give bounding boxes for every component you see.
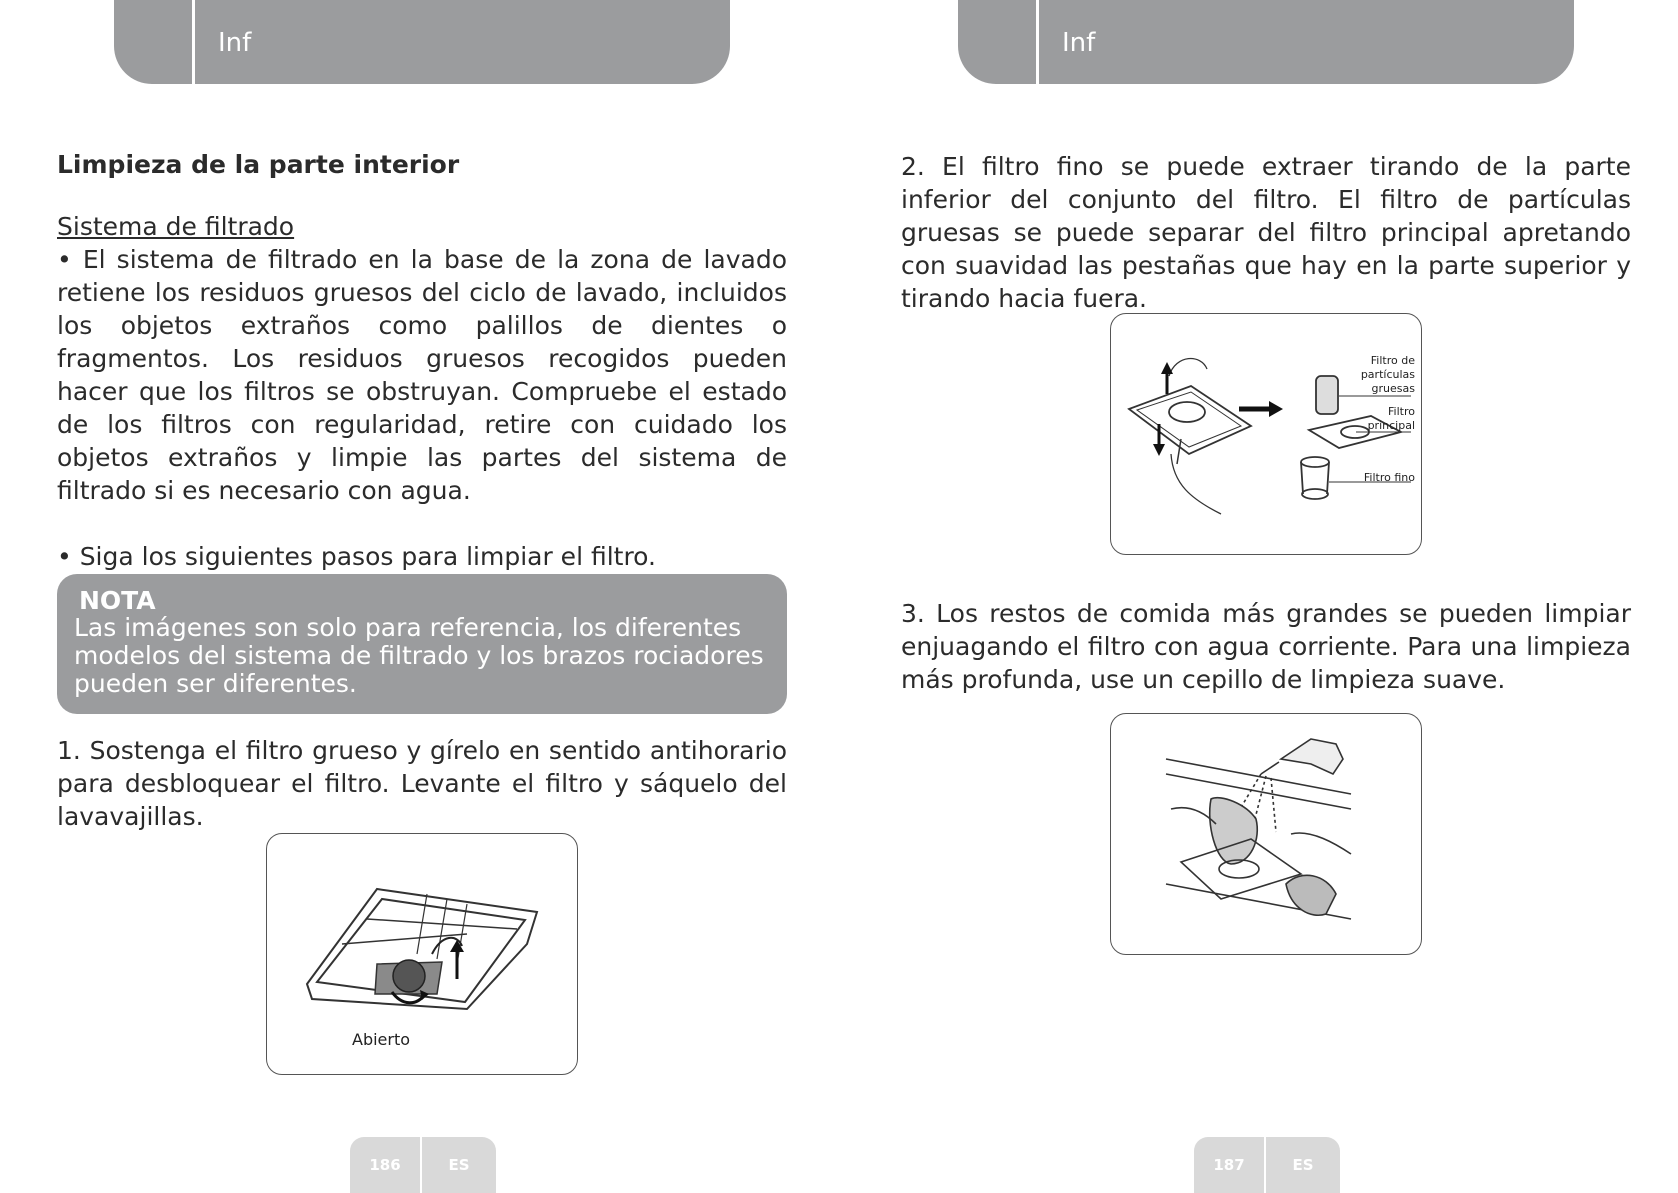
left-page-number <box>350 1137 496 1193</box>
right-header-tab <box>958 0 1574 84</box>
left-page-language: ES <box>422 1137 496 1193</box>
left-header-tab <box>114 0 730 84</box>
right-header-label: Inf <box>1062 28 1096 58</box>
figure2-label-coarse: Filtro de partículas gruesas <box>1360 354 1415 395</box>
note-box <box>57 574 787 714</box>
step3-block <box>901 597 1631 696</box>
left-header-label: Inf <box>218 28 252 58</box>
filter-system-paragraph: • El sistema de filtrado en la base de la zona de lavado retiene los residuos gruesos del ciclo de lavado, incluidos los objetos extraños como palillos de dientes o fragmentos. Los residuos gruesos recogidos pueden hacer que los filtros se obstruyan. Compruebe el estado de los filtros con regularidad, retire con cuidado los objetos extraños y limpie las partes del sistema de filtrado si es necesario con agua. <box>57 245 787 505</box>
step1-block <box>57 734 787 833</box>
note-title: NOTA <box>79 586 156 615</box>
figure1-label: Abierto <box>352 1030 411 1049</box>
filter-tray-illustration <box>267 834 577 1074</box>
figure-filter-removal <box>266 833 578 1075</box>
right-page-language: ES <box>1266 1137 1340 1193</box>
section-title: Limpieza de la parte interior <box>57 150 460 179</box>
step3-text: 3. Los restos de comida más grandes se pueden limpiar enjuagando el filtro con agua corriente. Para una limpieza más profunda, use un cepillo de limpieza suave. <box>901 599 1631 694</box>
figure2-label-main: Filtro principal <box>1367 405 1415 432</box>
left-page-section-title-block <box>57 148 787 181</box>
step1-text: 1. Sostenga el filtro grueso y gírelo en sentido antihorario para desbloquear el filtro. Levante el filtro y sáquelo del lavavajillas. <box>57 736 787 831</box>
step2-block <box>901 150 1631 315</box>
step2-text: 2. El filtro fino se puede extraer tirando de la parte inferior del conjunto del filtro. El filtro de partículas gruesas se puede separar del filtro principal apretando con suavidad las pestañas que hay en la parte superior y tirando hacia fuera. <box>901 152 1631 313</box>
left-page-body <box>57 210 787 573</box>
right-page-number <box>1194 1137 1340 1193</box>
subheading-filter-system: Sistema de filtrado <box>57 212 295 241</box>
filter-parts-illustration <box>1111 314 1421 554</box>
filter-rinse-illustration <box>1111 714 1421 954</box>
figure2-label-fine: Filtro fino <box>1363 471 1415 484</box>
steps-intro-paragraph: • Siga los siguientes pasos para limpiar el filtro. <box>57 542 656 571</box>
note-text: Las imágenes son solo para referencia, los diferentes modelos del sistema de filtrado y los brazos rociadores pueden ser diferentes. <box>74 613 764 698</box>
left-header-divider <box>192 0 195 84</box>
right-header-divider <box>1036 0 1039 84</box>
right-page-number-value: 187 <box>1194 1137 1264 1193</box>
figure-filter-rinse <box>1110 713 1422 955</box>
left-page-number-value: 186 <box>350 1137 420 1193</box>
figure-filter-parts <box>1110 313 1422 555</box>
